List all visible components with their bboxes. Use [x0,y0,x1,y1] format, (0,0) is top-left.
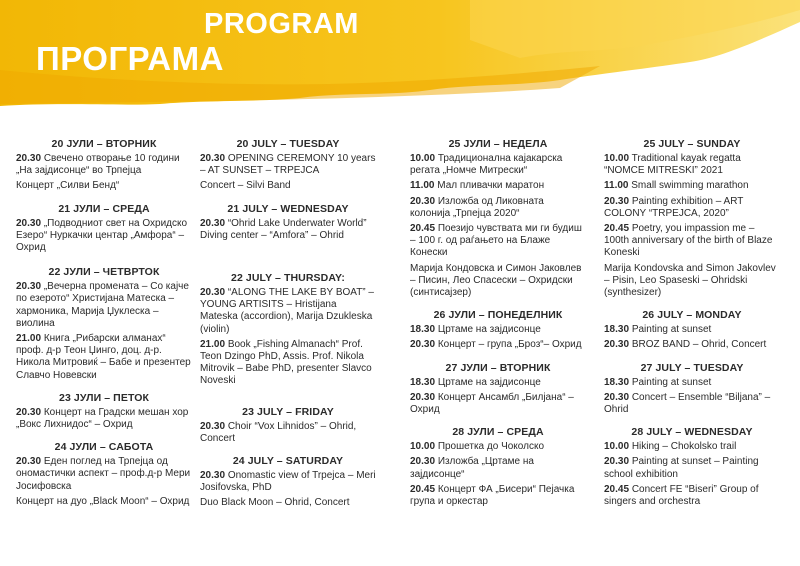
schedule-column [16,128,192,511]
event-time: 20.30 [604,339,630,351]
event-time: 20.30 [16,406,42,418]
day-header: 25 ЈУЛИ – НЕДЕЛА [448,138,548,150]
title-macedonian: ПРОГРАМА [36,40,224,77]
day-header: 21 JULY – WEDNESDAY [227,202,349,215]
day-header: 28 JULY – WEDNESDAY [631,426,753,439]
event-item [200,180,376,192]
event-description: Книга „Рибарски алманах“ проф. д-р Теон Џинго, доц. д-р. Никола Митровиќ – Бабе и презентер Славчо Новевски [16,333,191,381]
event-item [200,470,376,494]
event-item [604,484,780,508]
event-time: 20.30 [410,456,436,468]
day-header: 28 ЈУЛИ – СРЕДА [452,426,544,439]
event-time: 10.00 [410,441,436,453]
event-description: Concert FE “Biseri” Group of singers and orchestra [604,483,759,508]
event-time: 20.30 [200,470,226,482]
event-description: Прошетка до Чоколско [437,441,545,453]
day-block [410,426,586,508]
event-description: Hiking – Chokolsko trail [631,441,737,453]
event-item [604,441,780,453]
event-time: 10.00 [410,153,436,164]
event-time: 11.00 [410,180,435,192]
event-description: Painting exhibition – ART COLONY “TRPEJCA, 2020” [604,195,744,219]
event-time: 18.30 [604,324,630,336]
event-time: 18.30 [410,376,436,388]
event-description: Концерт Ансамбл „Билјана“ – Охрид [410,391,574,416]
event-description: Мал пливачки маратон [437,180,545,192]
event-item [410,153,586,177]
day-header: 24 ЈУЛИ – САБОТА [54,441,154,454]
event-description: Painting at sunset – Painting school exhibition [604,456,759,480]
event-time: 20.30 [200,287,226,299]
event-time: 20.45 [410,483,436,495]
event-description: „Вечерна промената – Со кајче по езерото“ Христијана Матеска – хармоника, Марија Џуклеска – виолина [16,281,189,329]
event-item [410,196,586,220]
event-time: 20.30 [16,153,42,164]
event-description: Concert – Ensemble “Biljana” – Ohrid [604,391,771,416]
event-time: 20.30 [16,217,42,229]
day-block [604,138,780,299]
event-item [410,392,586,416]
day-header: 22 JULY – THURSDAY: [231,272,345,285]
day-block [604,309,780,351]
event-time: 20.45 [604,223,630,235]
day-header: 26 ЈУЛИ – ПОНЕДЕЛНИК [433,309,563,322]
event-time: 20.30 [200,153,226,164]
event-description: Еден поглед на Трпејца од ономастички аспект – проф.д-р Мери Јосифовска [16,456,191,492]
day-header: 21 ЈУЛИ – СРЕДА [58,202,150,215]
event-item [200,497,376,509]
schedule-column [200,128,376,513]
event-time: 20.30 [604,456,630,468]
event-description: Концерт – група „Броз“– Охрид [437,339,582,351]
event-item [200,339,376,388]
day-block [200,406,376,445]
event-item [16,407,192,431]
day-header: 20 JULY – TUESDAY [236,138,340,150]
day-block [410,362,586,417]
event-item [200,153,376,177]
title-english: PROGRAM [204,8,359,40]
event-description: Концерт на Градски мешан хор „Вокс Лихнидос“ – Охрид [16,406,189,431]
day-block [604,362,780,417]
event-description: Painting at sunset [631,324,712,336]
event-item [604,324,780,336]
event-time: 20.45 [604,483,630,495]
event-item [604,339,780,351]
day-header: 27 ЈУЛИ – ВТОРНИК [445,361,551,374]
event-description: Onomastic view of Trpejca – Meri Josifovska, PhD [200,470,376,494]
event-description: Концерт на дуо „Black Moon“ – Охрид [16,495,190,507]
event-description: Traditional kayak regatta “NOMCE MITRESKI” 2021 [604,153,741,177]
event-description: Painting at sunset [631,376,712,388]
event-description: Изложба од Ликовната колонија „Трпејца 2020“ [410,195,544,219]
day-block [200,455,376,510]
event-description: Small swimming marathon [631,180,749,192]
event-time: 21.00 [16,333,42,345]
event-time: 21.00 [200,338,226,350]
event-description: Choir “Vox Lihnidos” – Ohrid, Concert [200,420,357,444]
day-block [200,138,376,193]
event-time: 20.30 [410,339,436,351]
event-description: Concert – Silvi Band [200,180,291,192]
event-item [410,377,586,389]
event-time: 20.30 [410,195,436,207]
event-description: Marija Kondovska and Simon Jakovlev – Pisin, Leo Spaseski – Ohridski (synthesizer) [604,262,776,299]
day-header: 25 JULY – SUNDAY [643,138,741,150]
event-time: 20.30 [200,217,226,229]
day-header: 26 JULY – MONDAY [642,309,742,322]
event-description: BROZ BAND – Ohrid, Concert [631,339,767,351]
event-time: 20.30 [200,420,226,432]
event-description: Duo Black Moon – Ohrid, Concert [200,497,350,509]
day-header: 27 JULY – TUESDAY [640,361,744,374]
event-description: “ALONG THE LAKE BY BOAT” – YOUNG ARTISITS – Hristijana Mateska (accordion), Marija Dzukleska (violin) [200,287,374,335]
event-item [16,153,192,177]
event-item [16,333,192,382]
event-description: Марија Кондовска и Симон Јаковлев – Писин, Лео Спасески – Охридски (синтисајзер) [410,262,582,299]
event-description: “Ohrid Lake Underwater World” Diving center – “Amfora” – Ohrid [200,217,367,241]
event-item [410,223,586,260]
event-item [16,496,192,508]
day-header: 20 ЈУЛИ – ВТОРНИК [51,138,157,150]
event-description: OPENING CEREMONY 10 years – AT SUNSET – TRPEJCA [200,153,376,177]
event-description: Изложба „Цртаме на зајдисонце“ [410,456,534,480]
day-header: 22 ЈУЛИ – ЧЕТВРТОК [48,266,160,279]
event-item [16,281,192,330]
event-item [410,339,586,351]
event-time: 20.30 [410,391,436,403]
event-item [200,421,376,445]
event-item [604,392,780,416]
event-item [16,218,192,255]
day-block [16,441,192,508]
event-description: Свечено отворање 10 години „На зајдисонце“ во Трпејца [16,153,180,177]
schedule-column [410,128,586,511]
event-time: 18.30 [410,324,436,336]
day-header: 23 JULY – FRIDAY [242,405,334,418]
event-item [604,180,780,192]
event-item [410,180,586,192]
event-item [16,456,192,493]
event-time: 11.00 [604,180,629,192]
event-item [16,180,192,192]
event-description: Концерт „Силви Бенд“ [16,180,120,192]
event-description: Цртаме на зајдисонце [437,376,541,388]
event-description: Цртаме на зајдисонце [437,324,541,336]
event-time: 20.30 [16,281,42,293]
event-item [604,377,780,389]
day-block [410,138,586,299]
event-item [410,456,586,480]
event-time: 20.30 [604,195,630,207]
schedule-column [604,128,780,511]
day-block [604,426,780,508]
event-description: Book „Fishing Almanach“ Prof. Teon Dzingo PhD, Assis. Prof. Nikola Mitrovik – Babe PhD, presenter Slavco Noveski [200,338,372,387]
day-block [200,203,376,242]
day-block [16,203,192,255]
event-item [410,484,586,508]
event-item [200,218,376,242]
event-item [410,441,586,453]
event-item [604,153,780,177]
event-description: „Подводниот свет на Охридско Езеро“ Нуркачки центар „Амфора“ – Охрид [16,217,188,254]
day-header: 24 JULY – SATURDAY [232,455,344,468]
day-block [410,309,586,351]
event-item [410,263,586,300]
day-header: 23 ЈУЛИ – ПЕТОК [59,391,149,404]
event-time: 20.45 [410,223,436,235]
day-block [200,272,376,388]
event-description: Поезијо чувствата ми ги будиш – 100 г. од раѓањето на Блаже Конески [410,223,582,259]
event-item [200,287,376,336]
event-time: 10.00 [604,153,630,164]
event-time: 20.30 [16,456,42,468]
event-time: 10.00 [604,441,630,453]
day-block [16,138,192,193]
day-block [16,392,192,431]
day-block [16,266,192,382]
event-description: Poetry, you impassion me – 100th anniversary of the birth of Blaze Koneski [604,223,773,259]
event-item [604,196,780,220]
event-description: Традиционална кајакарска регата „Номче Митрески“ [410,153,563,177]
event-item [604,456,780,480]
event-item [410,324,586,336]
event-time: 20.30 [604,391,630,403]
event-description: Концерт ФА „Бисери“ Пејачка група и оркестар [410,483,575,508]
event-item [604,263,780,300]
event-time: 18.30 [604,376,630,388]
event-item [604,223,780,260]
